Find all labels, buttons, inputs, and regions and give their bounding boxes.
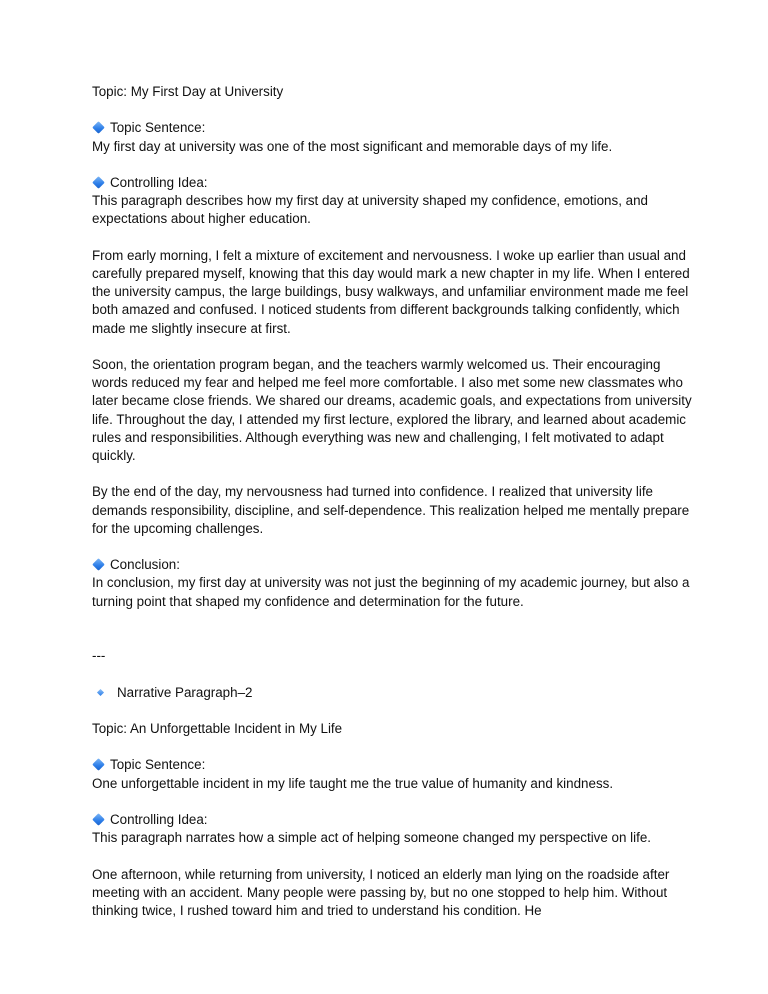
controlling-idea-heading — [92, 811, 692, 829]
body-paragraph: By the end of the day, my nervousness had turned into confidence. I realized that university life demands responsibility, discipline, and self-dependence. This realization helped me mentally prepare for the upcoming challenges. — [92, 484, 690, 536]
topic-line: Topic: An Unforgettable Incident in My Life — [92, 720, 343, 736]
topic-sentence-text: My first day at university was one of the most significant and memorable days of my life. — [92, 138, 613, 154]
conclusion-heading — [92, 556, 692, 574]
large-blue-diamond-icon — [92, 176, 105, 189]
topic-sentence-label: Topic Sentence: — [110, 757, 206, 773]
controlling-idea-text: This paragraph narrates how a simple act of helping someone changed my perspective on life. — [92, 830, 652, 846]
topic-sentence-heading — [92, 119, 692, 137]
topic-sentence-text: One unforgettable incident in my life taught me the true value of humanity and kindness. — [92, 775, 614, 791]
body-paragraph: Soon, the orientation program began, and the teachers warmly welcomed us. Their encouraging words reduced my fear and helped me feel more comfortable. I also met some new classmates who later became close friends. We shared our dreams, academic goals, and expectations from university life. Throughout the day, I attended my first lecture, explored the library, and learned about academic rules and responsibilities. Although everything was new and challenging, I felt motivated to adapt quickly. — [92, 356, 692, 463]
controlling-idea-label: Controlling Idea: — [110, 811, 208, 827]
large-blue-diamond-icon — [92, 813, 105, 826]
controlling-idea-label: Controlling Idea: — [110, 174, 208, 190]
topic-sentence-heading — [92, 756, 692, 774]
small-blue-diamond-icon — [94, 686, 107, 699]
conclusion-text: In conclusion, my first day at university was not just the beginning of my academic journey, but also a turning point that shaped my confidence and determination for the future. — [92, 575, 690, 609]
body-paragraph: One afternoon, while returning from university, I noticed an elderly man lying on the roadside after meeting with an accident. Many people were passing by, but no one stopped to help him. Without thinking twice, I rushed toward him and tried to understand his condition. He — [92, 866, 670, 918]
section-heading — [92, 684, 692, 702]
topic-line: Topic: My First Day at University — [92, 84, 284, 99]
large-blue-diamond-icon — [92, 121, 105, 134]
topic-sentence-label: Topic Sentence: — [110, 120, 206, 136]
document-page — [92, 83, 692, 920]
controlling-idea-heading — [92, 174, 692, 192]
large-blue-diamond-icon — [92, 558, 105, 571]
conclusion-label: Conclusion: — [110, 557, 180, 573]
large-blue-diamond-icon — [92, 758, 105, 771]
body-paragraph: From early morning, I felt a mixture of excitement and nervousness. I woke up earlier than usual and carefully prepared myself, knowing that this day would mark a new chapter in my life. When I entered the university campus, the large buildings, busy walkways, and unfamiliar environment made me feel both amazed and confused. I noticed students from different backgrounds talking confidently, which made me slightly insecure at first. — [92, 247, 690, 336]
controlling-idea-text: This paragraph describes how my first day at university shaped my confidence, emotions, and expectations about higher education. — [92, 193, 648, 227]
separator: --- — [92, 648, 106, 664]
section-heading-label: Narrative Paragraph–2 — [117, 684, 253, 700]
